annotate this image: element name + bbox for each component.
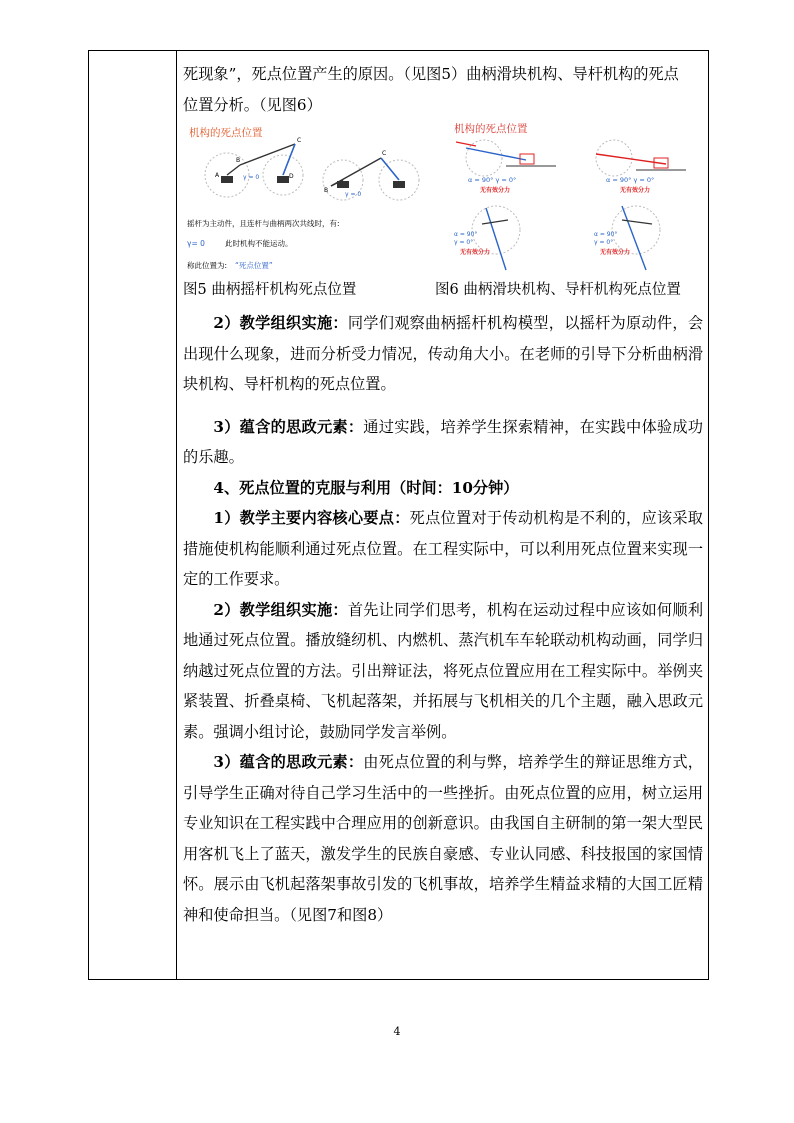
fig6-noforce-tr: 无有效分力	[620, 187, 651, 194]
fig6-guidebar-br	[622, 206, 646, 270]
figure-5-caption: 图5 曲柄摇杆机构死点位置	[183, 282, 357, 298]
fig6-guidebar-bl	[486, 208, 506, 270]
section-4-2-paragraph	[183, 595, 703, 748]
paragraph-intro-line2: 位置分析。（见图6）	[183, 95, 322, 114]
fig5-label-c-left: C	[297, 137, 302, 144]
section-2-text: 同学们观察曲柄摇杆机构模型，以摇杆为原动件，会出现什么现象，进而分析受力情况，传动角大小。在老师的引导下分析曲柄滑块机构、导杆机构的死点位置。	[183, 314, 704, 393]
fig5-crank-left	[227, 165, 240, 175]
fig5-rule-text: 摇杆为主动件，且连杆与曲柄两次共线时，有:	[187, 219, 340, 228]
fig6-gamma-br: γ = 0°	[594, 239, 614, 246]
section-4-3-text: 由死点位置的利与弊，培养学生的辩证思维方式，引导学生正确对待自己学习生活中的一些挫折。由死点位置的应用，树立运用专业知识在工程实践中合理应用的创新意识。由我国自主研制的第一架大型民用客机飞上了蓝天，激发学生的民族自豪感、专业认同感、科技报国的家国情怀。展示由飞机起落架事故引发的飞机事故，培养学生精益求精的大国工匠精神和使命担当。（见图7和图8）	[183, 753, 703, 924]
fig5-gamma-left: γ = 0	[243, 174, 260, 181]
fig6-alpha-bl: α = 90°	[454, 231, 478, 238]
fig5-pivot-a-left	[221, 176, 233, 183]
fig6-gamma-bl: γ = 0°	[454, 239, 474, 246]
fig5-label-b-left: B	[236, 157, 241, 164]
lesson-table	[88, 50, 709, 980]
section-4-1-title: 1）教学主要内容核心要点：	[213, 509, 410, 527]
fig5-pivot-d-right	[393, 181, 405, 188]
fig5-rocker-left	[283, 144, 295, 175]
section-4-3-paragraph	[183, 747, 703, 930]
section-3-title: 3）蕴含的思政元素：	[213, 417, 364, 436]
fig6-circle-br	[612, 206, 660, 254]
fig6-crank-br	[622, 220, 652, 224]
section-4-2-title: 2）教学组织实施：	[213, 600, 348, 619]
fig5-rocker-right	[381, 158, 399, 180]
table-column-divider	[176, 51, 177, 979]
section-4-1-paragraph	[183, 503, 703, 595]
fig6-circle-bl	[472, 206, 520, 254]
fig6-noforce-tl: 无有效分力	[480, 187, 511, 194]
fig6-link-tl	[466, 148, 526, 160]
fig5-dead-point-name: “死点位置”	[235, 261, 273, 270]
fig5-position-name: 称此位置为:	[187, 261, 228, 270]
fig5-gamma-zero: γ= 0	[187, 239, 205, 248]
paragraph-intro-line1: 死现象”，死点位置产生的原因。（见图5）曲柄滑块机构、导杆机构的死点	[183, 65, 679, 83]
fig5-pivot-d-left	[277, 176, 289, 183]
figure-5-image	[185, 120, 425, 278]
fig5-label-c-right: C	[382, 150, 387, 157]
figure-6-caption: 图6 曲柄滑块机构、导杆机构死点位置	[435, 282, 681, 298]
fig5-title: 机构的死点位置	[189, 127, 263, 139]
fig6-alpha-br: α = 90°	[594, 231, 618, 238]
section-4-2-text: 首先让同学们思考，机构在运动过程中应该如何顺利地通过死点位置。播放缝纫机、内燃机、蒸汽机车车轮联动机构动画，同学归纳越过死点位置的方法。引出辩证法，将死点位置应用在工程实际中。举例夹紧装置、折叠桌椅、飞机起落架，并拓展与飞机相关的几个主题，融入思政元素。强调小组讨论，鼓励同学发言举例。	[183, 600, 704, 741]
page-number: 4	[393, 1025, 401, 1038]
fig5-gamma-right: γ = 0	[345, 191, 362, 198]
fig5-cannot-move: 此时机构不能运动。	[225, 239, 293, 248]
fig6-title: 机构的死点位置	[454, 123, 528, 135]
section-4-3-title: 3）蕴含的思政元素：	[213, 753, 364, 771]
section-4-heading: 4、死点位置的克服与利用（时间：10分钟）	[213, 478, 519, 497]
section-3-paragraph	[183, 412, 703, 473]
section-2-title: 2）教学组织实施：	[213, 314, 348, 332]
figure-6-image	[446, 120, 696, 278]
table-content-cell	[183, 51, 703, 930]
fig5-pivot-a-right	[337, 181, 349, 188]
fig6-noforce-bl: 无有效分力	[460, 249, 491, 256]
fig5-label-a-left: A	[215, 172, 220, 179]
fig6-angles-tl: α = 90° γ = 0°	[468, 176, 517, 184]
fig5-label-b-right: B	[324, 187, 329, 194]
fig5-label-d-left: D	[289, 173, 294, 180]
section-4-1-text: 死点位置对于传动机构是不利的，应该采取措施使机构能顺利通过死点位置。在工程实际中，可以利用死点位置来实现一定的工作要求。	[183, 509, 703, 588]
fig6-angles-tr: α = 90° γ = 0°	[606, 176, 655, 184]
section-2-paragraph	[183, 308, 703, 400]
section-3-text: 通过实践，培养学生探索精神，在实践中体验成功的乐趣。	[183, 417, 703, 466]
fig6-crank-bl	[482, 220, 508, 224]
figures-row	[183, 120, 703, 302]
fig6-noforce-br: 无有效分力	[600, 249, 631, 256]
